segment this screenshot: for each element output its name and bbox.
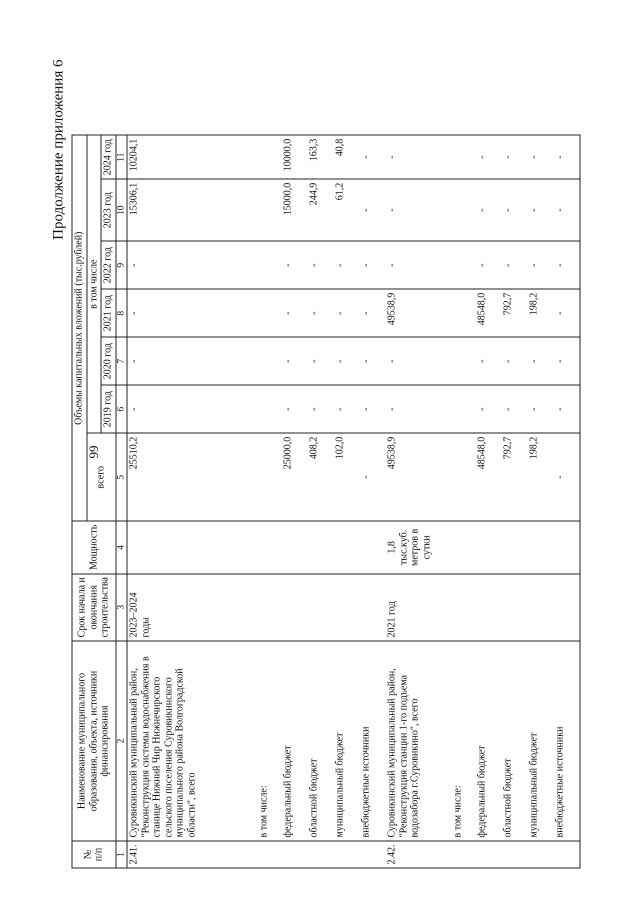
value-2022: -	[554, 241, 581, 289]
value-2021: 792,7	[502, 289, 528, 337]
object-term: 2021 год	[386, 574, 452, 641]
source-name: муниципальный бюджет	[528, 641, 554, 841]
column-number: 3	[116, 574, 128, 641]
value-2022: -	[528, 241, 554, 289]
table-row	[282, 135, 308, 868]
value-2021: 49538,9	[386, 289, 452, 337]
object-number: 2.42.	[386, 841, 452, 868]
header-year: 2020 год	[101, 337, 116, 385]
value-2022: -	[127, 241, 258, 289]
header-term: Срок начала и окончания строительства	[72, 574, 116, 641]
object-title: Суровикинский муниципальный район, "Реконструкция системы водоснабжения в станице Нижний Чир Нижнечирского сельского поселения Суровикинского муниципального района Волгоградской области", всего	[127, 641, 258, 841]
value-2020: -	[476, 337, 502, 385]
object-title: Суровикинский муниципальный район, "Реконструкция станции 1-го подъема водозабора г.Суровикино", всего	[386, 641, 452, 841]
value-total: 25000,0	[282, 433, 308, 521]
value-total: 792,7	[502, 433, 528, 521]
source-name: внебюджетные источники	[360, 641, 386, 841]
value-2023: 15306,1	[127, 179, 258, 241]
header-total: всего	[87, 433, 116, 521]
value-2023: 244,9	[308, 179, 334, 241]
table-row	[554, 135, 581, 868]
value-2019: -	[360, 385, 386, 433]
value-2020: -	[386, 337, 452, 385]
value-2024: 40,8	[334, 135, 360, 179]
value-total: 48548,0	[476, 433, 502, 521]
value-2021: 48548,0	[476, 289, 502, 337]
header-power: Мощность	[72, 521, 116, 573]
value-total: 198,2	[528, 433, 554, 521]
value-2023: 61,2	[334, 179, 360, 241]
object-number: 2.41.	[127, 841, 258, 868]
table-row	[476, 135, 502, 868]
value-2024: 10204,1	[127, 135, 258, 179]
column-number: 6	[116, 385, 128, 433]
source-name: областной бюджет	[502, 641, 528, 841]
value-total: -	[360, 433, 386, 521]
value-2019: -	[282, 385, 308, 433]
value-2019: -	[308, 385, 334, 433]
value-2024: -	[528, 135, 554, 179]
value-2019: -	[476, 385, 502, 433]
value-2024: 10000,0	[282, 135, 308, 179]
column-number: 2	[116, 641, 128, 841]
value-total: 408,2	[308, 433, 334, 521]
value-2022: -	[386, 241, 452, 289]
object-power: 1,8 тыс.куб. метров в сутки	[386, 521, 452, 573]
header-year: 2021 год	[101, 289, 116, 337]
object-term: 2023–2024 годы	[127, 574, 258, 641]
column-number: 5	[116, 433, 128, 521]
column-number: 8	[116, 289, 128, 337]
value-2021: -	[554, 289, 581, 337]
value-2020: -	[127, 337, 258, 385]
value-2020: -	[528, 337, 554, 385]
value-2022: -	[282, 241, 308, 289]
value-2020: -	[282, 337, 308, 385]
value-total: -	[554, 433, 581, 521]
source-name: федеральный бюджет	[476, 641, 502, 841]
value-2020: -	[308, 337, 334, 385]
value-2024: -	[502, 135, 528, 179]
object-power	[127, 521, 258, 573]
source-name: областной бюджет	[308, 641, 334, 841]
header-no: № п/п	[72, 841, 116, 868]
value-2024: -	[476, 135, 502, 179]
value-2023: -	[528, 179, 554, 241]
value-2019: -	[528, 385, 554, 433]
table-row	[308, 135, 334, 868]
value-2021: -	[308, 289, 334, 337]
table-row	[127, 135, 258, 868]
including-label: в том числе:	[452, 641, 476, 841]
table-row	[502, 135, 528, 868]
column-number: 4	[116, 521, 128, 573]
value-2021: -	[282, 289, 308, 337]
value-2019: -	[386, 385, 452, 433]
source-name: внебюджетные источники	[554, 641, 581, 841]
value-total: 49538,9	[386, 433, 452, 521]
source-name: муниципальный бюджет	[334, 641, 360, 841]
including-label: в том числе:	[258, 641, 282, 841]
column-number: 9	[116, 241, 128, 289]
value-2021: -	[360, 289, 386, 337]
value-2019: -	[502, 385, 528, 433]
header-including: в том числе	[87, 135, 102, 433]
table-row	[452, 135, 476, 868]
appendix-continuation-title: Продолжение приложения 6	[50, 59, 67, 240]
value-2023: -	[360, 179, 386, 241]
value-2020: -	[554, 337, 581, 385]
table-row	[360, 135, 386, 868]
value-total: 102,0	[334, 433, 360, 521]
value-2022: -	[476, 241, 502, 289]
source-name: федеральный бюджет	[282, 641, 308, 841]
value-2021: -	[334, 289, 360, 337]
value-2023: -	[386, 179, 452, 241]
value-2020: -	[502, 337, 528, 385]
value-2023: -	[502, 179, 528, 241]
value-2020: -	[334, 337, 360, 385]
column-number: 11	[116, 135, 128, 179]
value-2022: -	[308, 241, 334, 289]
table-row	[528, 135, 554, 868]
column-number: 10	[116, 179, 128, 241]
column-number: 1	[116, 841, 128, 868]
header-year: 2019 год	[101, 385, 116, 433]
value-2024: -	[360, 135, 386, 179]
value-2019: -	[554, 385, 581, 433]
value-2020: -	[360, 337, 386, 385]
rotated-page	[1, 0, 640, 905]
header-volumes: Объемы капитальных вложений (тыс.рублей)	[72, 135, 87, 521]
value-2023: -	[476, 179, 502, 241]
value-2023: 15000,0	[282, 179, 308, 241]
value-2021: 198,2	[528, 289, 554, 337]
table-row	[258, 135, 282, 868]
value-2019: -	[127, 385, 258, 433]
value-2021: -	[127, 289, 258, 337]
value-2019: -	[334, 385, 360, 433]
value-2024: 163,3	[308, 135, 334, 179]
page-number: 99	[86, 445, 101, 459]
column-number: 7	[116, 337, 128, 385]
value-2022: -	[360, 241, 386, 289]
table-row	[386, 135, 452, 868]
header-year: 2024 год	[101, 135, 116, 179]
value-2024: -	[554, 135, 581, 179]
value-total: 25510,2	[127, 433, 258, 521]
table-row	[334, 135, 360, 868]
capital-investments-table	[72, 135, 581, 869]
value-2022: -	[502, 241, 528, 289]
value-2023: -	[554, 179, 581, 241]
header-year: 2022 год	[101, 241, 116, 289]
header-name: Наименование муниципального образования, объекта, источники финансирования	[72, 641, 116, 841]
value-2024: -	[386, 135, 452, 179]
header-year: 2023 год	[101, 179, 116, 241]
value-2022: -	[334, 241, 360, 289]
